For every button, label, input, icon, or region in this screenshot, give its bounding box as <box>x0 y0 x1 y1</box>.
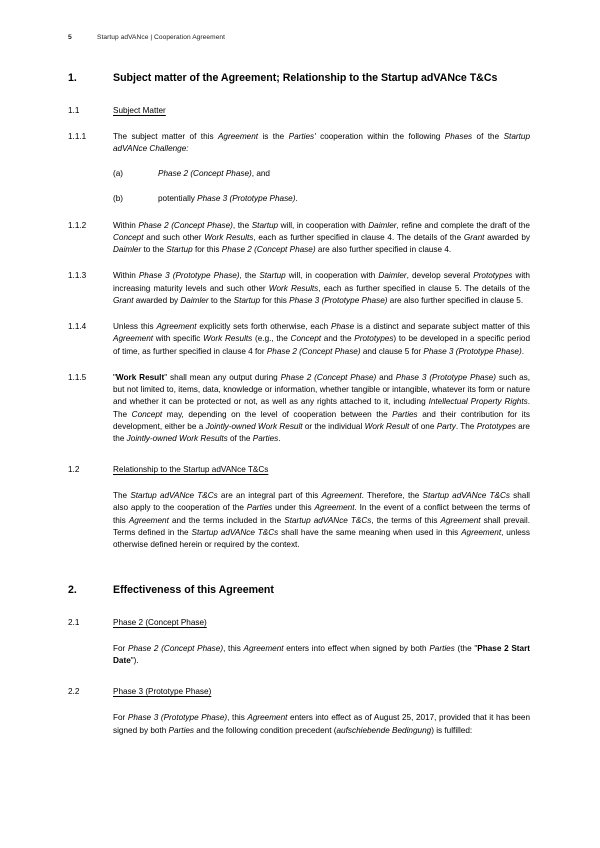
document-body <box>68 63 530 737</box>
paragraph-1-2-body: The Startup adVANce T&Cs are an integral part of this Agreement. Therefore, the Startup adVANce T&Cs shall also apply to the cooperation of the Parties under this Agreement. In the event of a conflict between the terms of this Agreement and the terms included in the Startup adVANce T&Cs, the terms of this Agreement shall prevail. Terms defined in the Startup adVANce T&Cs shall have the same meaning when used in this Agreement, unless otherwise defined herein or required by the context. <box>113 491 530 550</box>
subsection-1-2-title: Relationship to the Startup adVANce T&Cs <box>113 465 269 475</box>
subsection-2-2-title: Phase 3 (Prototype Phase) <box>113 687 212 697</box>
subsection-2-1-title: Phase 2 (Concept Phase) <box>113 618 207 627</box>
clause-1-1-2-number: 1.1.2 <box>68 220 87 230</box>
subsection-1-1-number: 1.1 <box>68 105 80 115</box>
section-2-number: 2. <box>68 584 77 597</box>
subsection-heading-2-2 <box>68 686 530 698</box>
list-item-a-label: (a) <box>113 169 124 178</box>
page-number: 5 <box>68 34 72 41</box>
subsection-2-2-number: 2.2 <box>68 687 80 697</box>
clause-1-1-3-text: Within Phase 3 (Prototype Phase), the Startup will, in cooperation with Daimler, develop several Prototypes with increasing maturity levels and such other Work Results, each as further specified in clause 5. The details of the Grant awarded by Daimler to the Startup for this Phase 3 (Prototype Phase) are also further specified in clause 5. <box>113 271 530 305</box>
section-heading-2 <box>68 583 530 598</box>
section-heading-1 <box>68 71 530 86</box>
clause-1-1-4 <box>68 321 530 358</box>
subsection-heading-2-1 <box>68 617 530 629</box>
clause-1-1-1 <box>68 131 530 156</box>
clause-1-1-3-number: 1.1.3 <box>68 271 87 281</box>
clause-1-1-2-text: Within Phase 2 (Concept Phase), the Startup will, in cooperation with Daimler, refine and complete the draft of the Concept and such other Work Results, each as further specified in clause 4. The details of the Grant awarded by Daimler to the Startup for this Phase 2 (Concept Phase) are also further specified in clause 4. <box>113 220 530 254</box>
clause-1-1-1-text: The subject matter of this Agreement is the Parties' cooperation within the following Phases of the Startup adVANce Challenge: <box>113 131 530 153</box>
section-1-number: 1. <box>68 72 77 84</box>
clause-1-1-5-text: "Work Result" shall mean any output during Phase 2 (Concept Phase) and Phase 3 (Prototype Phase) such as, but not limited to, items, data, knowledge or information, whether tangible or intangible, whatever its form or nature and whether it can be protected or not, as well as any rights attached to it, including Intellectual Property Rights. The Concept may, depending on the level of cooperation between the Parties and their contribution for its development, either be a Jointly-owned Work Result or the individual Work Result of one Party. The Prototypes are the Jointly-owned Work Results of the Parties. <box>113 372 531 443</box>
clause-1-1-2 <box>68 220 530 257</box>
document-header-title: Startup adVANce | Cooperation Agreement <box>97 34 226 41</box>
clause-1-1-5-number: 1.1.5 <box>68 372 87 382</box>
subsection-2-1-number: 2.1 <box>68 618 80 627</box>
list-item-b-text: potentially Phase 3 (Prototype Phase). <box>158 194 298 204</box>
term-work-result: Work Result <box>115 372 165 382</box>
term-phase-2-start-date: Phase 2 Start Date <box>113 643 530 666</box>
list-item-a <box>68 168 530 180</box>
subsection-heading-1-1 <box>68 105 530 117</box>
list-item-b-label: (b) <box>113 194 124 204</box>
clause-1-1-4-number: 1.1.4 <box>68 322 87 331</box>
effective-date: August 25, 2017 <box>373 713 435 723</box>
subsection-1-2-number: 1.2 <box>68 465 80 475</box>
subsection-1-1-title: Subject Matter <box>113 105 166 115</box>
list-item-a-text: Phase 2 (Concept Phase), and <box>158 169 270 178</box>
list-item-b <box>68 193 530 205</box>
document-running-header <box>68 34 538 41</box>
paragraph-2-1-body: For Phase 2 (Concept Phase), this Agreement enters into effect when signed by both Parties (the "Phase 2 Start Date"). <box>113 643 530 666</box>
section-1-title: Subject matter of the Agreement; Relationship to the Startup adVANce T&Cs <box>113 72 498 84</box>
clause-1-1-3 <box>68 270 530 307</box>
clause-1-1-1-number: 1.1.1 <box>68 131 87 141</box>
section-2-title: Effectiveness of this Agreement <box>113 584 274 597</box>
clause-1-1-5 <box>68 372 530 446</box>
paragraph-2-2-body: For Phase 3 (Prototype Phase), this Agreement enters into effect as of August 25, 2017, provided that it has been signed by both Parties and the following condition precedent (aufschiebende Bedingung) is fulfilled: <box>113 713 530 735</box>
subsection-heading-1-2 <box>68 464 530 476</box>
clause-1-1-4-text: Unless this Agreement explicitly sets forth otherwise, each Phase is a distinct and separate subject matter of this Agreement with specific Work Results (e.g., the Concept and the Prototypes) to be developed in a specific period of time, as further specified in clause 4 for Phase 2 (Concept Phase) and clause 5 for Phase 3 (Prototype Phase). <box>113 322 530 356</box>
